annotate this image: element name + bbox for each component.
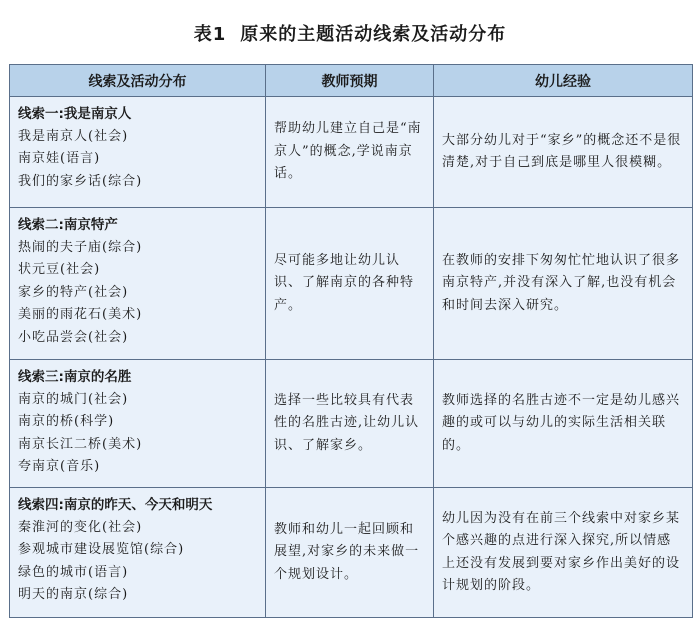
activity-item: 小吃品尝会(社会) (18, 329, 129, 345)
clue-cell (10, 488, 266, 618)
activity-item: 南京的桥(科学) (18, 414, 115, 429)
activity-item: 绿色的城市(语言) (18, 564, 129, 580)
experience-cell: 大部分幼儿对于“家乡”的概念还不是很清楚,对于自己到底是哪里人很模糊。 (434, 97, 693, 208)
experience-cell: 教师选择的名胜古迹不一定是幼儿感兴趣的或可以与幼儿的实际生活相关联的。 (434, 360, 693, 488)
experience-cell: 在教师的安排下匆匆忙忙地认识了很多南京特产,并没有深入了解,也没有机会和时间去深入研究。 (434, 208, 693, 360)
activity-item: 美丽的雨花石(美术) (18, 307, 143, 322)
clue-cell (10, 97, 266, 208)
expectation-cell: 帮助幼儿建立自己是“南京人”的概念,学说南京话。 (266, 97, 434, 208)
table-title (0, 20, 700, 46)
activity-item: 夸南京(音乐) (18, 459, 101, 474)
clue-title: 线索三:南京的名胜 (18, 369, 132, 385)
activity-item: 明天的南京(综合) (18, 587, 129, 602)
activity-item: 家乡的特产(社会) (18, 284, 129, 300)
activity-item: 南京长江二桥(美术) (18, 436, 143, 452)
activity-item: 热闹的夫子庙(综合) (18, 239, 143, 255)
activity-item: 状元豆(社会) (18, 262, 101, 277)
clue-title: 线索四:南京的昨天、今天和明天 (18, 497, 213, 513)
clue-title: 线索一:我是南京人 (18, 106, 132, 122)
activity-item: 我们的家乡话(综合) (18, 173, 143, 189)
expectation-cell: 教师和幼儿一起回顾和展望,对家乡的未来做一个规划设计。 (266, 488, 434, 618)
activity-item: 秦淮河的变化(社会) (18, 519, 143, 535)
header-experience: 幼儿经验 (434, 65, 693, 97)
header-row (10, 65, 693, 97)
activity-item: 南京娃(语言) (18, 151, 101, 166)
table-number: 表1 (193, 24, 227, 45)
activity-item: 我是南京人(社会) (18, 128, 129, 144)
table-row (10, 488, 693, 618)
clue-title: 线索二:南京特产 (18, 217, 118, 233)
activity-table (9, 64, 693, 618)
activity-item: 参观城市建设展览馆(综合) (18, 542, 185, 557)
table-row (10, 208, 693, 360)
clue-cell (10, 360, 266, 488)
header-expectation: 教师预期 (266, 65, 434, 97)
expectation-cell: 选择一些比较具有代表性的名胜古迹,让幼儿认识、了解家乡。 (266, 360, 434, 488)
header-clues: 线索及活动分布 (10, 65, 266, 97)
activity-item: 南京的城门(社会) (18, 391, 129, 407)
table-title-text: 原来的主题活动线索及活动分布 (240, 24, 507, 45)
table-row (10, 360, 693, 488)
clue-cell (10, 208, 266, 360)
experience-cell: 幼儿因为没有在前三个线索中对家乡某个感兴趣的点进行深入探究,所以情感上还没有发展到要对家乡作出美好的设计规划的阶段。 (434, 488, 693, 618)
expectation-cell: 尽可能多地让幼儿认识、了解南京的各种特产。 (266, 208, 434, 360)
table-row (10, 97, 693, 208)
